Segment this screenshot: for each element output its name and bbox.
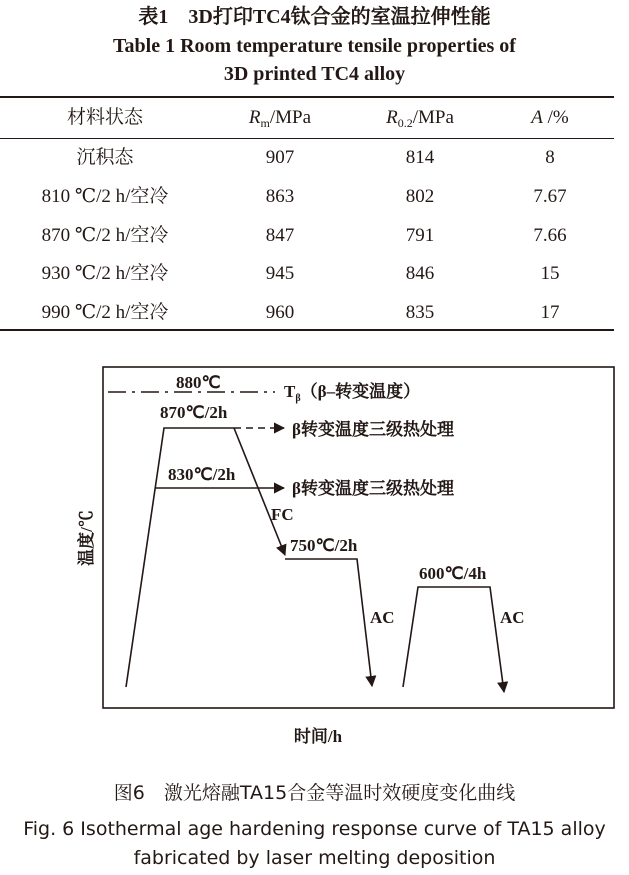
label-t-beta (284, 381, 420, 404)
table-cell-a: 7.67 (533, 186, 567, 207)
table-cell-state: 沉积态 (76, 147, 134, 168)
figure-caption-en-line2: fabricated by laser melting deposition (133, 847, 496, 869)
label-fc: FC (271, 505, 294, 524)
table-cell-state: 930 ℃/2 h/空冷 (41, 263, 169, 284)
header-rm (215, 106, 345, 135)
label-600: 600℃/4h (419, 564, 487, 583)
table-cell-rm: 945 (265, 263, 295, 284)
fc-cooling-line (234, 428, 285, 555)
table-cell-rp: 791 (405, 225, 435, 246)
header-a-unit: /% (547, 107, 569, 128)
table-cell-rm: 863 (265, 186, 295, 207)
table-cell-rp: 814 (405, 147, 435, 168)
table-cell-a: 7.66 (533, 225, 567, 246)
header-rm-unit: /MPa (269, 107, 312, 128)
figure-caption-cn: 图6 激光熔融TA15合金等温时效硬度变化曲线 (113, 782, 516, 804)
table-header-rule (0, 138, 614, 139)
label-ac-2: AC (500, 608, 525, 627)
table-cell-rm: 907 (265, 147, 295, 168)
table-cell-rp: 846 (405, 263, 435, 284)
header-rp-unit: /MPa (412, 107, 454, 128)
table-caption-en-line1: Table 1 Room temperature tensile properties of (113, 35, 516, 57)
header-rp-sub: 0.2 (397, 116, 413, 130)
header-a-symbol: A (531, 107, 543, 128)
label-750: 750℃/2h (290, 536, 358, 555)
label-870-arrow: β转变温度三级热处理 (292, 420, 454, 439)
header-rp (350, 106, 490, 135)
heat-treatment-diagram (0, 352, 629, 772)
curve-750 (285, 559, 372, 686)
header-a (490, 106, 610, 130)
header-rm-sub: m (260, 116, 270, 130)
header-state: 材料状态 (66, 107, 143, 128)
label-830: 830℃/2h (168, 465, 236, 484)
t-beta-symbol: T (284, 382, 296, 401)
table-caption-en-line2: 3D printed TC4 alloy (223, 63, 406, 85)
label-830-arrow: β转变温度三级热处理 (292, 479, 454, 498)
table-caption-cn: 表1 3D打印TC4钛合金的室温拉伸性能 (138, 6, 491, 28)
table-top-rule (0, 96, 614, 98)
t-beta-desc: （β–转变温度） (300, 382, 421, 401)
x-axis-label: 时间/h (293, 727, 343, 746)
header-rm-symbol: R (248, 107, 261, 128)
y-axis-label: 温度/℃ (77, 510, 96, 566)
table-cell-a: 8 (545, 147, 555, 168)
table-bottom-rule (0, 329, 614, 331)
curve-600 (403, 587, 504, 692)
table-cell-state: 870 ℃/2 h/空冷 (41, 225, 169, 246)
table-cell-a: 15 (540, 263, 560, 284)
table-cell-state: 990 ℃/2 h/空冷 (41, 302, 169, 323)
table-cell-rp: 835 (405, 302, 435, 323)
label-870: 870℃/2h (160, 403, 228, 422)
t-beta-sub: β (295, 393, 301, 404)
table-cell-rp: 802 (405, 186, 435, 207)
table-cell-a: 17 (540, 302, 560, 323)
header-rp-symbol: R (386, 107, 398, 128)
table-cell-rm: 960 (265, 302, 295, 323)
label-880: 880℃ (176, 373, 221, 392)
table-cell-rm: 847 (265, 225, 295, 246)
label-ac-1: AC (370, 608, 395, 627)
table-cell-state: 810 ℃/2 h/空冷 (41, 186, 169, 207)
figure-caption-en-line1: Fig. 6 Isothermal age hardening response curve of TA15 alloy (23, 818, 606, 840)
